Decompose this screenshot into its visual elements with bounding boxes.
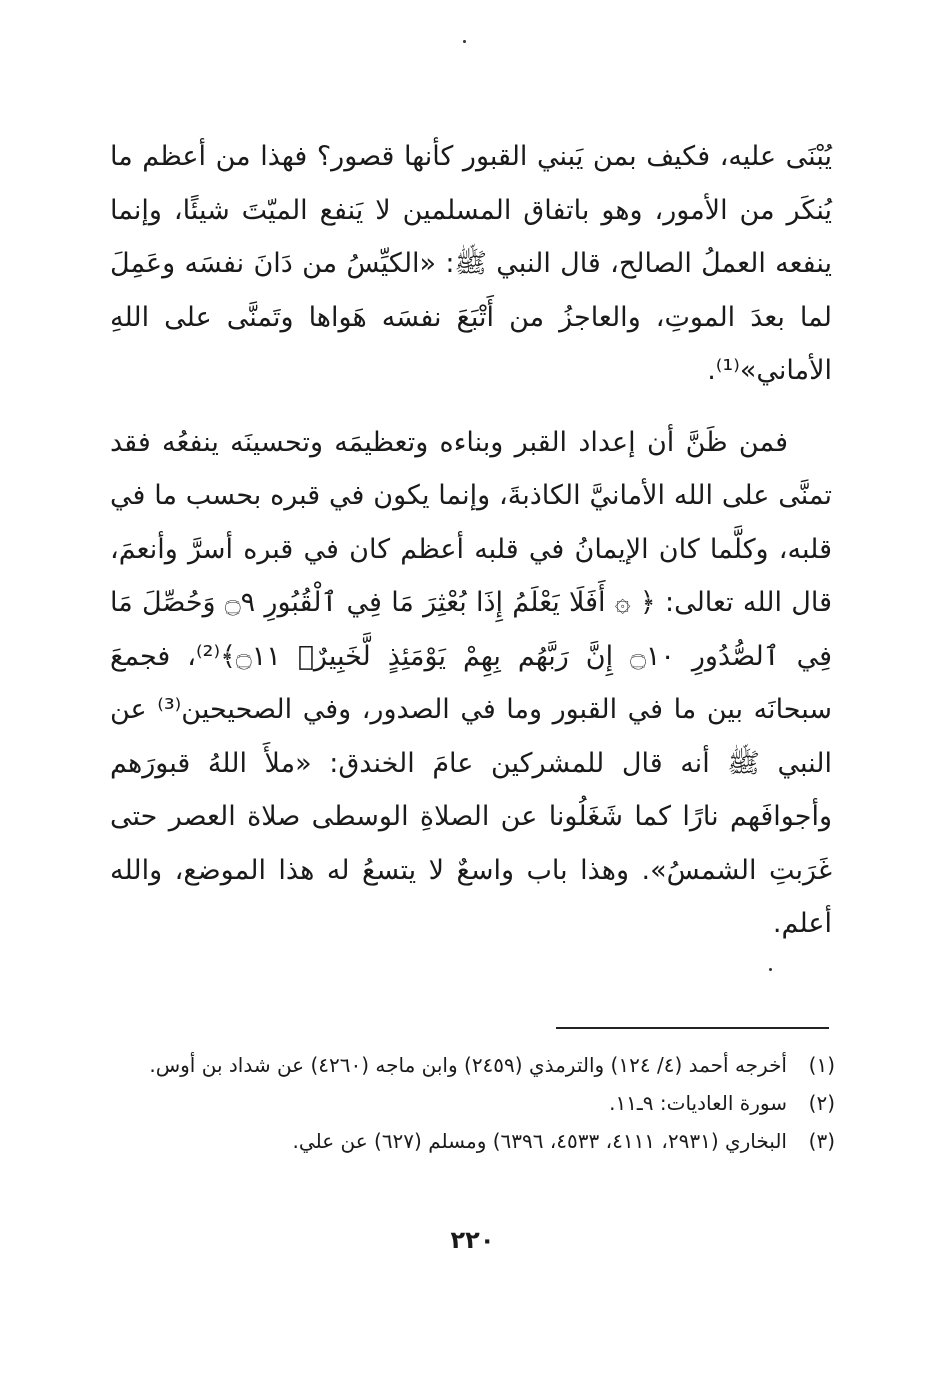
footnotes <box>105 1046 835 1160</box>
footnote-number: (٢) <box>808 1091 835 1115</box>
footnote-number: (١) <box>808 1053 835 1077</box>
page-number: ٢٢٠ <box>450 1226 495 1254</box>
footnote-text: البخاري (٢٩٣١، ٤١١١، ٤٥٣٣، ٦٣٩٦) ومسلم (٦٢٧) عن علي. <box>292 1129 787 1153</box>
print-speck <box>769 968 772 971</box>
paragraph-1: يُبْنَى عليه، فكيف بمن يَبني القبور كأنها قصور؟ فهذا من أعظم ما يُنكَر من الأمور، وهو باتفاق المسلمين لا يَنفع الميّتَ شيئًا، وإنما ينفعه العملُ الصالح، قال النبي ﷺ: «الكيِّسُ من دَانَ نفسَه وعَمِلَ لما بعدَ الموتِ، والعاجزُ من أَتْبَعَ نفسَه هَواها وتَمنَّى على اللهِ الأماني»⁽¹⁾. <box>110 141 832 386</box>
print-speck <box>463 40 466 43</box>
footnote-1 <box>105 1046 835 1084</box>
footnote-text: سورة العاديات: ٩ـ١١. <box>609 1091 787 1115</box>
main-text <box>110 130 832 951</box>
footnote-separator <box>556 1027 829 1029</box>
footnote-2 <box>105 1084 835 1122</box>
paragraph-2: فمن ظَنَّ أن إعداد القبر وبناءه وتعظيمَه وتحسينَه ينفعُه فقد تمنَّى على الله الأمانيَّ الكاذبةَ، وإنما يكون في قبره بحسب ما في قلبه، وكلَّما كان الإيمانُ في قلبه أعظم كان في قبره أسرَّ وأنعمَ، قال الله تعالى: ﴿ ۞ أَفَلَا يَعْلَمُ إِذَا بُعْثِرَ مَا فِي ٱلْقُبُورِ ۝٩ وَحُصِّلَ مَا فِي ٱلصُّدُورِ ۝١٠ إِنَّ رَبَّهُم بِهِمْ يَوْمَئِذٍ لَّخَبِيرٌۢ ۝١١﴾⁽²⁾، فجمعَ سبحانَه بين ما في القبور وما في الصدور، وفي الصحيحين⁽³⁾ عن النبي ﷺ أنه قال للمشركين عامَ الخندق: «ملأَ اللهُ قبورَهم وأجوافَهم نارًا كما شَغَلُونا عن الصلاةِ الوسطى صلاة العصر حتى غَرَبتِ الشمسُ». وهذا باب واسعٌ لا يتسعُ له هذا الموضع، والله أعلم. <box>110 426 833 939</box>
footnote-3 <box>105 1122 835 1160</box>
footnote-text: أخرجه أحمد (٤/ ١٢٤) والترمذي (٢٤٥٩) وابن ماجه (٤٢٦٠) عن شداد بن أوس. <box>149 1053 787 1077</box>
footnote-number: (٣) <box>808 1129 835 1153</box>
